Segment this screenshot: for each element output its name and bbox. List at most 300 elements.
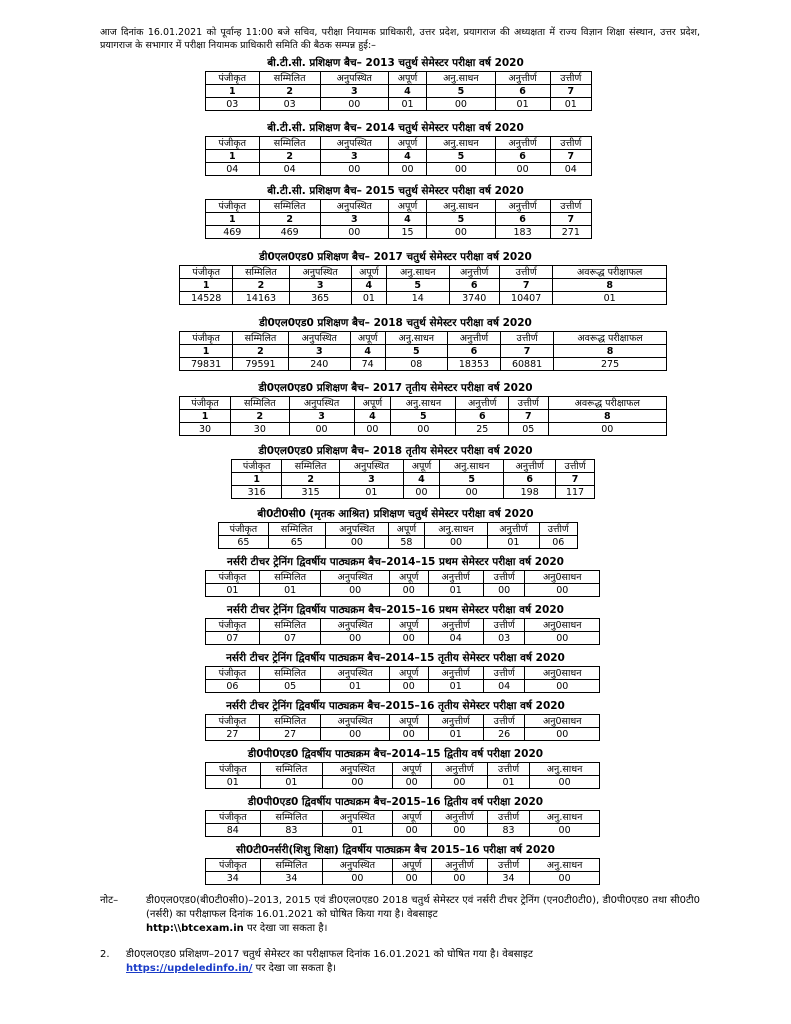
table-row <box>206 150 592 163</box>
column-number-cell: 2 <box>233 345 289 358</box>
header-cell: पंजीकृत <box>232 460 282 473</box>
value-cell: 00 <box>354 423 391 436</box>
table-row <box>206 728 600 741</box>
table-row <box>180 279 667 292</box>
result-table <box>179 396 667 436</box>
value-cell: 00 <box>289 423 354 436</box>
table-row <box>206 619 600 632</box>
value-cell: 00 <box>440 486 504 499</box>
note-1 <box>100 894 700 936</box>
header-cell: अनु.साधन <box>427 72 495 85</box>
header-cell: अनु.साधन <box>424 523 488 536</box>
column-number-cell: 5 <box>385 345 447 358</box>
value-cell: 14163 <box>233 292 289 305</box>
header-cell: अनुत्तीर्ण <box>431 811 487 824</box>
value-cell: 05 <box>259 680 321 693</box>
section-title: बी.टी.सी. प्रशिक्षण बैच– 2013 चतुर्थ सेमेस्टर परीक्षा वर्ष 2020 <box>267 57 524 69</box>
value-cell: 00 <box>530 824 600 837</box>
value-cell: 83 <box>260 824 322 837</box>
result-table <box>218 522 578 549</box>
column-number-cell: 6 <box>504 473 556 486</box>
header-cell: पंजीकृत <box>206 571 260 584</box>
value-cell: 01 <box>259 584 321 597</box>
header-cell: सम्मिलित <box>268 523 325 536</box>
header-cell: अपूर्ण <box>389 667 428 680</box>
value-cell: 00 <box>321 632 389 645</box>
section-title: डी0एल0एड0 प्रशिक्षण बैच– 2018 चतुर्थ सेमेस्टर परीक्षा वर्ष 2020 <box>259 317 532 329</box>
header-cell: सम्मिलित <box>260 763 322 776</box>
header-cell: सम्मिलित <box>259 667 321 680</box>
header-cell: अनुत्तीर्ण <box>428 667 483 680</box>
value-cell: 00 <box>389 584 428 597</box>
header-cell: उत्तीर्ण <box>499 266 552 279</box>
value-cell: 469 <box>259 226 320 239</box>
header-cell: अवरूद्ध परीक्षाफल <box>553 266 667 279</box>
table-row <box>232 473 595 486</box>
table-row <box>206 163 592 176</box>
header-cell: उत्तीर्ण <box>483 571 525 584</box>
header-cell: सम्मिलित <box>259 571 321 584</box>
section-title: नर्सरी टीचर ट्रेनिंग द्विवर्षीय पाठ्यक्रम बैच–2014–15 प्रथम सेमेस्टर परीक्षा वर्ष 2020 <box>227 556 564 568</box>
column-number-cell: 5 <box>427 150 495 163</box>
header-cell: अवरूद्ध परीक्षाफल <box>554 332 667 345</box>
header-cell: अनुपस्थित <box>320 72 388 85</box>
value-cell: 34 <box>260 872 322 885</box>
result-table <box>205 762 600 789</box>
value-cell: 18353 <box>447 358 500 371</box>
result-table <box>231 459 595 499</box>
note-2 <box>100 948 700 976</box>
column-number-cell: 1 <box>206 150 260 163</box>
column-number-cell: 8 <box>548 410 666 423</box>
column-number-cell: 6 <box>447 345 500 358</box>
column-number-cell: 4 <box>403 473 439 486</box>
value-cell: 00 <box>321 728 389 741</box>
table-row <box>219 523 578 536</box>
note-2-url-link[interactable]: https://updeledinfo.in/ <box>126 963 253 974</box>
value-cell: 25 <box>456 423 509 436</box>
header-cell: सम्मिलित <box>233 266 289 279</box>
value-cell: 07 <box>259 632 321 645</box>
table-row <box>206 667 600 680</box>
header-cell: उत्तीर्ण <box>501 332 554 345</box>
value-cell: 04 <box>483 680 525 693</box>
header-cell: अपूर्ण <box>389 715 428 728</box>
value-cell: 183 <box>495 226 550 239</box>
value-cell: 00 <box>525 728 600 741</box>
note-1-label: नोट– <box>100 895 119 906</box>
header-cell: उत्तीर्ण <box>539 523 577 536</box>
value-cell: 00 <box>495 163 550 176</box>
value-cell: 01 <box>550 98 591 111</box>
section-title: डी0एल0एड0 प्रशिक्षण बैच– 2017 चतुर्थ सेमेस्टर परीक्षा वर्ष 2020 <box>259 251 532 263</box>
header-cell: अनुत्तीर्ण <box>431 763 487 776</box>
header-cell: पंजीकृत <box>206 200 260 213</box>
value-cell: 01 <box>487 776 529 789</box>
header-cell: अनुत्तीर्ण <box>449 266 499 279</box>
header-cell: पंजीकृत <box>206 859 261 872</box>
value-cell: 83 <box>487 824 529 837</box>
header-cell: सम्मिलित <box>259 715 321 728</box>
header-cell: पंजीकृत <box>180 266 233 279</box>
value-cell: 65 <box>219 536 269 549</box>
value-cell: 00 <box>392 776 431 789</box>
header-cell: अनुत्तीर्ण <box>456 397 509 410</box>
header-cell: अपूर्ण <box>388 137 426 150</box>
table-row <box>206 872 600 885</box>
header-cell: अनुत्तीर्ण <box>488 523 539 536</box>
header-cell: अनुत्तीर्ण <box>504 460 556 473</box>
header-cell: अनुपस्थित <box>325 523 388 536</box>
column-number-cell: 3 <box>320 85 388 98</box>
value-cell: 10407 <box>499 292 552 305</box>
header-cell: अनुत्तीर्ण <box>428 571 483 584</box>
header-cell: अनु0साधन <box>525 571 600 584</box>
header-cell: अपूर्ण <box>389 619 428 632</box>
value-cell: 00 <box>388 163 426 176</box>
value-cell: 04 <box>206 163 260 176</box>
value-cell: 06 <box>539 536 577 549</box>
header-cell: अनु.साधन <box>391 397 456 410</box>
header-cell: पंजीकृत <box>206 619 260 632</box>
header-cell: अनु.साधन <box>385 332 447 345</box>
section-title: बी.टी.सी. प्रशिक्षण बैच– 2014 चतुर्थ सेमेस्टर परीक्षा वर्ष 2020 <box>267 122 524 134</box>
value-cell: 79831 <box>180 358 233 371</box>
column-number-cell: 6 <box>456 410 509 423</box>
header-cell: अपूर्ण <box>392 811 431 824</box>
value-cell: 01 <box>323 824 392 837</box>
header-cell: अनुपस्थित <box>321 619 389 632</box>
header-cell: सम्मिलित <box>260 811 322 824</box>
table-row <box>180 397 667 410</box>
header-cell: पंजीकृत <box>219 523 269 536</box>
header-cell: पंजीकृत <box>206 72 260 85</box>
table-row <box>206 213 592 226</box>
header-cell: अनुपस्थित <box>320 137 388 150</box>
header-cell: पंजीकृत <box>206 137 260 150</box>
table-row <box>219 536 578 549</box>
header-cell: अनुत्तीर्ण <box>495 137 550 150</box>
header-cell: सम्मिलित <box>231 397 289 410</box>
value-cell: 00 <box>323 872 392 885</box>
value-cell: 00 <box>431 776 487 789</box>
section-title: नर्सरी टीचर ट्रेनिंग द्विवर्षीय पाठ्यक्रम बैच–2015–16 तृतीय सेमेस्टर परीक्षा वर्ष 2020 <box>226 700 565 712</box>
column-number-cell: 7 <box>509 410 548 423</box>
header-cell: अनुपस्थित <box>289 397 354 410</box>
header-cell: पंजीकृत <box>206 667 260 680</box>
table-row <box>180 332 667 345</box>
header-cell: अनुपस्थित <box>339 460 403 473</box>
column-number-cell: 6 <box>495 213 550 226</box>
result-table <box>205 570 600 597</box>
section-title: डी0एल0एड0 प्रशिक्षण बैच– 2017 तृतीय सेमेस्टर परीक्षा वर्ष 2020 <box>258 382 533 394</box>
table-row <box>206 824 600 837</box>
header-cell: अनुपस्थित <box>321 667 389 680</box>
value-cell: 01 <box>428 680 483 693</box>
table-row <box>206 715 600 728</box>
value-cell: 04 <box>428 632 483 645</box>
value-cell: 365 <box>289 292 351 305</box>
column-number-cell: 4 <box>351 279 386 292</box>
header-cell: अनु0साधन <box>525 667 600 680</box>
value-cell: 315 <box>282 486 340 499</box>
header-cell: अपूर्ण <box>351 266 386 279</box>
column-number-cell: 7 <box>550 85 591 98</box>
value-cell: 65 <box>268 536 325 549</box>
column-number-cell: 8 <box>553 279 667 292</box>
column-number-cell: 7 <box>550 213 591 226</box>
result-table <box>205 199 592 239</box>
header-cell: उत्तीर्ण <box>556 460 595 473</box>
column-number-cell: 1 <box>180 410 231 423</box>
column-number-cell: 4 <box>350 345 385 358</box>
column-number-cell: 2 <box>231 410 289 423</box>
header-cell: सम्मिलित <box>233 332 289 345</box>
header-cell: अपूर्ण <box>392 763 431 776</box>
section-title: सी0टी0नर्सरी(शिशु शिक्षा) द्विवर्षीय पाठ्यक्रम बैच 2015–16 परीक्षा वर्ष 2020 <box>236 844 555 856</box>
column-number-cell: 2 <box>259 85 320 98</box>
value-cell: 00 <box>525 680 600 693</box>
column-number-cell: 1 <box>206 85 260 98</box>
header-cell: सम्मिलित <box>260 859 322 872</box>
column-number-cell: 1 <box>206 213 260 226</box>
header-cell: अनुपस्थित <box>323 859 392 872</box>
header-cell: अनुपस्थित <box>321 715 389 728</box>
header-cell: पंजीकृत <box>206 715 260 728</box>
value-cell: 15 <box>388 226 426 239</box>
value-cell: 74 <box>350 358 385 371</box>
value-cell: 00 <box>320 98 388 111</box>
header-cell: अनु.साधन <box>427 200 495 213</box>
column-number-cell: 3 <box>320 213 388 226</box>
table-row <box>206 776 600 789</box>
value-cell: 00 <box>424 536 488 549</box>
value-cell: 469 <box>206 226 260 239</box>
header-cell: अनु0साधन <box>525 619 600 632</box>
value-cell: 34 <box>206 872 261 885</box>
header-cell: उत्तीर्ण <box>487 811 529 824</box>
table-row <box>180 358 667 371</box>
section-title: डी0पी0एड0 द्विवर्षीय पाठ्यक्रम बैच–2014–15 द्वितीय वर्ष परीक्षा 2020 <box>247 748 544 760</box>
section-title: बी0टी0सी0 (मृतक आश्रित) प्रशिक्षण चतुर्थ सेमेस्टर परीक्षा वर्ष 2020 <box>257 508 534 520</box>
table-row <box>206 859 600 872</box>
value-cell: 60881 <box>501 358 554 371</box>
value-cell: 00 <box>431 824 487 837</box>
column-number-cell: 5 <box>427 85 495 98</box>
result-table <box>179 265 667 305</box>
result-table <box>205 71 592 111</box>
value-cell: 00 <box>530 872 600 885</box>
column-number-cell: 4 <box>388 85 426 98</box>
table-row <box>180 345 667 358</box>
column-number-cell: 2 <box>259 213 320 226</box>
value-cell: 00 <box>530 776 600 789</box>
value-cell: 00 <box>403 486 439 499</box>
header-cell: उत्तीर्ण <box>550 200 591 213</box>
header-cell: अवरूद्ध परीक्षाफल <box>548 397 666 410</box>
header-cell: सम्मिलित <box>282 460 340 473</box>
header-cell: उत्तीर्ण <box>550 137 591 150</box>
column-number-cell: 6 <box>495 85 550 98</box>
column-number-cell: 3 <box>339 473 403 486</box>
value-cell: 00 <box>325 536 388 549</box>
header-cell: अनुत्तीर्ण <box>428 619 483 632</box>
column-number-cell: 4 <box>354 410 391 423</box>
result-table <box>205 666 600 693</box>
header-cell: पंजीकृत <box>206 811 261 824</box>
value-cell: 198 <box>504 486 556 499</box>
value-cell: 01 <box>428 728 483 741</box>
value-cell: 3740 <box>449 292 499 305</box>
note-2-text: डी0एल0एड0 प्रशिक्षण–2017 चतुर्थ सेमेस्टर का परीक्षाफल दिनांक 16.01.2021 को घोषित गया है। वेबसाइट <box>126 949 533 960</box>
table-row <box>180 423 667 436</box>
header-cell: अनुपस्थित <box>323 811 392 824</box>
table-row <box>206 811 600 824</box>
column-number-cell: 7 <box>550 150 591 163</box>
column-number-cell: 7 <box>501 345 554 358</box>
table-row <box>180 292 667 305</box>
result-table <box>205 858 600 885</box>
value-cell: 07 <box>206 632 260 645</box>
column-number-cell: 1 <box>180 279 233 292</box>
value-cell: 00 <box>389 728 428 741</box>
table-row <box>206 98 592 111</box>
column-number-cell: 2 <box>259 150 320 163</box>
header-cell: अनुत्तीर्ण <box>428 715 483 728</box>
section-title: डी0पी0एड0 द्विवर्षीय पाठ्यक्रम बैच–2015–16 द्वितीय वर्ष परीक्षा 2020 <box>247 796 544 808</box>
value-cell: 00 <box>431 872 487 885</box>
value-cell: 01 <box>260 776 322 789</box>
column-number-cell: 3 <box>320 150 388 163</box>
table-row <box>232 486 595 499</box>
column-number-cell: 4 <box>388 213 426 226</box>
value-cell: 14 <box>386 292 449 305</box>
value-cell: 01 <box>321 680 389 693</box>
table-row <box>206 584 600 597</box>
table-row <box>206 72 592 85</box>
value-cell: 03 <box>483 632 525 645</box>
value-cell: 30 <box>231 423 289 436</box>
column-number-cell: 2 <box>233 279 289 292</box>
value-cell: 01 <box>351 292 386 305</box>
header-cell: अनुपस्थित <box>321 571 389 584</box>
value-cell: 01 <box>388 98 426 111</box>
table-row <box>180 266 667 279</box>
header-cell: अनु.साधन <box>440 460 504 473</box>
header-cell: उत्तीर्ण <box>483 667 525 680</box>
column-number-cell: 1 <box>180 345 233 358</box>
value-cell: 84 <box>206 824 261 837</box>
header-cell: अनुत्तीर्ण <box>447 332 500 345</box>
section-title: डी0एल0एड0 प्रशिक्षण बैच– 2018 तृतीय सेमेस्टर परीक्षा वर्ष 2020 <box>258 445 533 457</box>
value-cell: 00 <box>389 680 428 693</box>
header-cell: अनुत्तीर्ण <box>431 859 487 872</box>
value-cell: 00 <box>525 584 600 597</box>
value-cell: 79591 <box>233 358 289 371</box>
column-number-cell: 4 <box>388 150 426 163</box>
header-cell: अपूर्ण <box>388 72 426 85</box>
header-cell: अनुपस्थित <box>288 332 350 345</box>
header-cell: अपूर्ण <box>389 571 428 584</box>
table-row <box>206 632 600 645</box>
header-cell: अनु.साधन <box>386 266 449 279</box>
header-cell: उत्तीर्ण <box>509 397 548 410</box>
table-row <box>206 226 592 239</box>
column-number-cell: 2 <box>282 473 340 486</box>
header-cell: उत्तीर्ण <box>483 715 525 728</box>
column-number-cell: 6 <box>449 279 499 292</box>
value-cell: 14528 <box>180 292 233 305</box>
header-cell: अनु0साधन <box>525 715 600 728</box>
header-cell: अपूर्ण <box>389 523 425 536</box>
table-row <box>206 763 600 776</box>
value-cell: 01 <box>339 486 403 499</box>
header-cell: अपूर्ण <box>388 200 426 213</box>
header-cell: पंजीकृत <box>180 397 231 410</box>
header-cell: उत्तीर्ण <box>487 763 529 776</box>
note-1-url[interactable]: http:\\btcexam.in <box>146 923 244 934</box>
note-1-text: डी0एल0एड0(बी0टी0सी0)–2013, 2015 एवं डी0एल0एड0 2018 चतुर्थ सेमेस्टर एवं नर्सरी टीचर ट्रेनिंग (एन0टी0टी0), डी0पी0एड0 तथा सी0टी0 (नर्सरी) का परीक्षाफल दिनांक 16.01.2021 को घोषित किया गया है। वेबसाइट <box>146 895 700 920</box>
table-row <box>206 680 600 693</box>
value-cell: 06 <box>206 680 260 693</box>
header-cell: अनु.साधन <box>530 763 600 776</box>
value-cell: 01 <box>553 292 667 305</box>
header-cell: अपूर्ण <box>392 859 431 872</box>
value-cell: 00 <box>548 423 666 436</box>
result-table <box>205 714 600 741</box>
header-cell: पंजीकृत <box>206 763 261 776</box>
column-number-cell: 5 <box>427 213 495 226</box>
value-cell: 00 <box>483 584 525 597</box>
value-cell: 03 <box>259 98 320 111</box>
column-number-cell: 6 <box>495 150 550 163</box>
result-table <box>179 331 667 371</box>
value-cell: 04 <box>550 163 591 176</box>
value-cell: 00 <box>525 632 600 645</box>
header-cell: अपूर्ण <box>354 397 391 410</box>
header-cell: पंजीकृत <box>180 332 233 345</box>
header-cell: अनु.साधन <box>530 859 600 872</box>
header-cell: उत्तीर्ण <box>483 619 525 632</box>
value-cell: 00 <box>323 776 392 789</box>
value-cell: 01 <box>428 584 483 597</box>
value-cell: 00 <box>320 226 388 239</box>
section-title: नर्सरी टीचर ट्रेनिंग द्विवर्षीय पाठ्यक्रम बैच–2015–16 प्रथम सेमेस्टर परीक्षा वर्ष 2020 <box>227 604 564 616</box>
header-cell: सम्मिलित <box>259 200 320 213</box>
value-cell: 275 <box>554 358 667 371</box>
value-cell: 01 <box>488 536 539 549</box>
value-cell: 00 <box>392 824 431 837</box>
value-cell: 00 <box>392 872 431 885</box>
value-cell: 00 <box>389 632 428 645</box>
value-cell: 08 <box>385 358 447 371</box>
column-number-cell: 8 <box>554 345 667 358</box>
header-cell: सम्मिलित <box>259 137 320 150</box>
table-row <box>232 460 595 473</box>
value-cell: 00 <box>427 98 495 111</box>
value-cell: 30 <box>180 423 231 436</box>
value-cell: 01 <box>206 776 261 789</box>
header-cell: अनु.साधन <box>530 811 600 824</box>
value-cell: 03 <box>206 98 260 111</box>
table-row <box>206 85 592 98</box>
note-1-tail: पर देखा जा सकता है। <box>246 923 328 934</box>
result-table <box>205 810 600 837</box>
header-cell: सम्मिलित <box>259 619 321 632</box>
value-cell: 240 <box>288 358 350 371</box>
header-cell: अपूर्ण <box>350 332 385 345</box>
value-cell: 00 <box>320 163 388 176</box>
